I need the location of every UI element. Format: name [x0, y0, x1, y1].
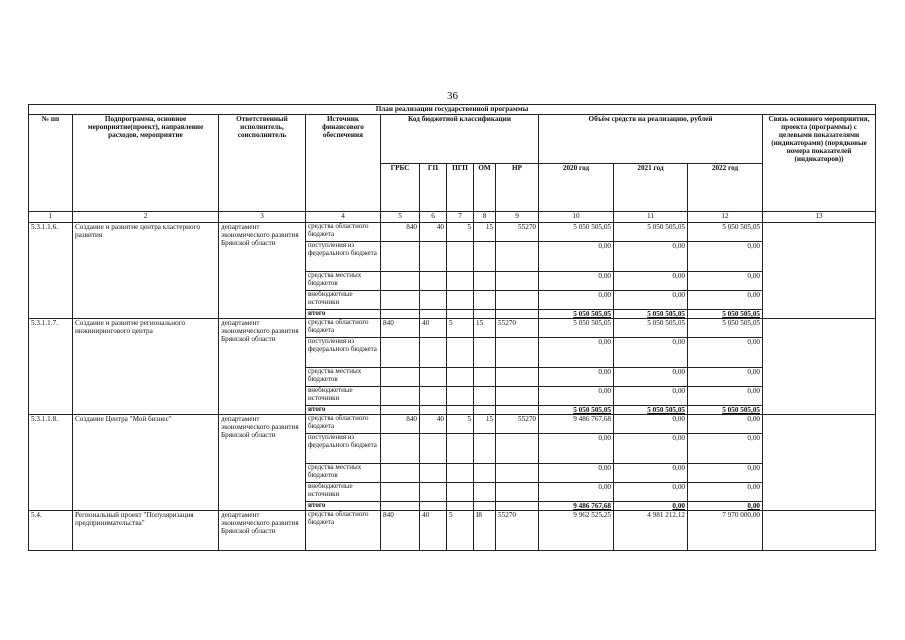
- total-2020: 5 050 505,05: [539, 406, 614, 415]
- amount-2020: 5 050 505,05: [539, 319, 614, 338]
- header-source: Источник финансового обеспечения: [306, 115, 381, 212]
- source-total: итого: [306, 502, 381, 511]
- total-2022: 0,00: [688, 502, 763, 511]
- indicator-link: [763, 223, 876, 319]
- amount-2020: 0,00: [539, 338, 614, 368]
- amount-2021: 0,00: [614, 483, 688, 502]
- code-om: 15: [474, 415, 496, 434]
- table-row: [29, 319, 876, 338]
- source-local: средства местных бюджетов: [306, 368, 381, 387]
- item-number: 5.3.1.1.7.: [29, 319, 73, 415]
- code-pgp: 5: [447, 223, 474, 242]
- column-number: 1: [29, 212, 73, 223]
- item-responsible: департамент экономического развития Брянской области: [219, 223, 306, 319]
- amount-2021: 4 981 212,12: [614, 511, 688, 551]
- code-om: 15: [474, 319, 496, 338]
- item-number: 5.3.1.1.8.: [29, 415, 73, 511]
- column-number: 8: [474, 212, 496, 223]
- header-om: ОМ: [474, 164, 496, 212]
- amount-2022: 0,00: [688, 242, 763, 272]
- header-subprogram: Подпрограмма, основное мероприятие(проект), направление расходов, мероприятие: [73, 115, 219, 212]
- source-extra: внебюджетные источники: [306, 387, 381, 406]
- amount-2022: 0,00: [688, 387, 763, 406]
- column-number: 2: [73, 212, 219, 223]
- source-federal: поступления из федерального бюджета: [306, 242, 381, 272]
- code-grbs: 840: [381, 319, 420, 338]
- source-local: средства местных бюджетов: [306, 464, 381, 483]
- source-total: итого: [306, 310, 381, 319]
- code-grbs: 840: [381, 415, 420, 434]
- code-nr: 55270: [496, 415, 539, 434]
- item-name: Региональный проект "Популяризация предпринимательства": [73, 511, 219, 551]
- amount-2020: 0,00: [539, 387, 614, 406]
- amount-2022: 0,00: [688, 272, 763, 291]
- source-total: итого: [306, 406, 381, 415]
- column-number-row: [29, 212, 876, 223]
- amount-2022: 5 050 505,05: [688, 223, 763, 242]
- amount-2021: 0,00: [614, 387, 688, 406]
- header-2021: 2021 год: [614, 164, 688, 212]
- code-nr: 55270: [496, 319, 539, 338]
- code-gp: 40: [420, 223, 447, 242]
- column-number: 9: [496, 212, 539, 223]
- program-plan-table: [28, 104, 876, 551]
- amount-2021: 0,00: [614, 338, 688, 368]
- item-name: Создание Центра "Мой бизнес": [73, 415, 219, 511]
- total-2021: 5 050 505,05: [614, 406, 688, 415]
- amount-2021: 0,00: [614, 272, 688, 291]
- column-number: 13: [763, 212, 876, 223]
- header-2022: 2022 год: [688, 164, 763, 212]
- amount-2020: 0,00: [539, 368, 614, 387]
- item-responsible: департамент экономического развития Брянской области: [219, 511, 306, 551]
- column-number: 6: [420, 212, 447, 223]
- amount-2020: 0,00: [539, 272, 614, 291]
- source-regional: средства областного бюджета: [306, 223, 381, 242]
- source-federal: поступления из федерального бюджета: [306, 338, 381, 368]
- code-gp: 40: [420, 319, 447, 338]
- header-gp: ГП: [420, 164, 447, 212]
- amount-2022: 0,00: [688, 434, 763, 464]
- amount-2022: 7 970 000,00: [688, 511, 763, 551]
- column-number: 4: [306, 212, 381, 223]
- column-number: 7: [447, 212, 474, 223]
- source-regional: средства областного бюджета: [306, 511, 381, 551]
- indicator-link: [763, 511, 876, 551]
- amount-2021: 0,00: [614, 434, 688, 464]
- indicator-link: [763, 415, 876, 511]
- amount-2022: 0,00: [688, 368, 763, 387]
- header-nr: НР: [496, 164, 539, 212]
- table-row: [29, 415, 876, 434]
- column-number: 3: [219, 212, 306, 223]
- amount-2021: 0,00: [614, 291, 688, 310]
- amount-2020: 5 050 505,05: [539, 223, 614, 242]
- amount-2021: 0,00: [614, 415, 688, 434]
- amount-2020: 9 962 525,25: [539, 511, 614, 551]
- header-budget-code: Код бюджетной классификации: [381, 115, 539, 164]
- column-number: 10: [539, 212, 614, 223]
- total-2022: 5 050 505,05: [688, 310, 763, 319]
- amount-2022: 0,00: [688, 415, 763, 434]
- column-number: 11: [614, 212, 688, 223]
- amount-2022: 0,00: [688, 338, 763, 368]
- table-row: [29, 223, 876, 242]
- page-number: 36: [447, 90, 458, 102]
- total-2020: 9 486 767,68: [539, 502, 614, 511]
- item-name: Создание и развитие регионального инжинирингового центра: [73, 319, 219, 415]
- source-extra: внебюджетные источники: [306, 291, 381, 310]
- item-responsible: департамент экономического развития Брянской области: [219, 319, 306, 415]
- column-number: 5: [381, 212, 420, 223]
- code-grbs: 840: [381, 511, 420, 551]
- item-number: 5.4.: [29, 511, 73, 551]
- amount-2020: 9 486 767,68: [539, 415, 614, 434]
- amount-2022: 5 050 505,05: [688, 319, 763, 338]
- total-2021: 0,00: [614, 502, 688, 511]
- code-om: I8: [474, 511, 496, 551]
- code-gp: 40: [420, 415, 447, 434]
- amount-2021: 5 050 505,05: [614, 319, 688, 338]
- item-name: Создание и развитие центра кластерного развития: [73, 223, 219, 319]
- indicator-link: [763, 319, 876, 415]
- amount-2020: 0,00: [539, 483, 614, 502]
- source-regional: средства областного бюджета: [306, 319, 381, 338]
- amount-2020: 0,00: [539, 464, 614, 483]
- code-pgp: 5: [447, 319, 474, 338]
- source-extra: внебюджетные источники: [306, 483, 381, 502]
- header-no: № пп: [29, 115, 73, 212]
- total-2020: 5 050 505,05: [539, 310, 614, 319]
- source-federal: поступления из федерального бюджета: [306, 434, 381, 464]
- header-2020: 2020 год: [539, 164, 614, 212]
- code-nr: 55270: [496, 511, 539, 551]
- amount-2020: 0,00: [539, 434, 614, 464]
- item-responsible: департамент экономического развития Брянской области: [219, 415, 306, 511]
- header-grbs: ГРБС: [381, 164, 420, 212]
- total-2021: 5 050 505,05: [614, 310, 688, 319]
- header-link: Связь основного мероприятия, проекта (программы) с целевыми показателями (индикаторами) (порядковые номера показателей (индикаторов)): [763, 115, 876, 212]
- amount-2021: 0,00: [614, 242, 688, 272]
- source-regional: средства областного бюджета: [306, 415, 381, 434]
- table-title: План реализации государственной программы: [29, 105, 876, 115]
- header-responsible: Ответственный исполнитель, соисполнитель: [219, 115, 306, 212]
- amount-2021: 0,00: [614, 368, 688, 387]
- code-pgp: 5: [447, 415, 474, 434]
- amount-2020: 0,00: [539, 291, 614, 310]
- code-gp: 40: [420, 511, 447, 551]
- amount-2021: 5 050 505,05: [614, 223, 688, 242]
- header-pgp: ПГП: [447, 164, 474, 212]
- amount-2022: 0,00: [688, 483, 763, 502]
- code-pgp: 5: [447, 511, 474, 551]
- amount-2020: 0,00: [539, 242, 614, 272]
- amount-2022: 0,00: [688, 291, 763, 310]
- code-grbs: 840: [381, 223, 420, 242]
- table-row: [29, 511, 876, 551]
- code-om: 15: [474, 223, 496, 242]
- total-2022: 5 050 505,05: [688, 406, 763, 415]
- column-number: 12: [688, 212, 763, 223]
- source-local: средства местных бюджетов: [306, 272, 381, 291]
- code-nr: 55270: [496, 223, 539, 242]
- amount-2022: 0,00: [688, 464, 763, 483]
- item-number: 5.3.1.1.6.: [29, 223, 73, 319]
- header-volume: Объём средств на реализацию, рублей: [539, 115, 763, 164]
- amount-2021: 0,00: [614, 464, 688, 483]
